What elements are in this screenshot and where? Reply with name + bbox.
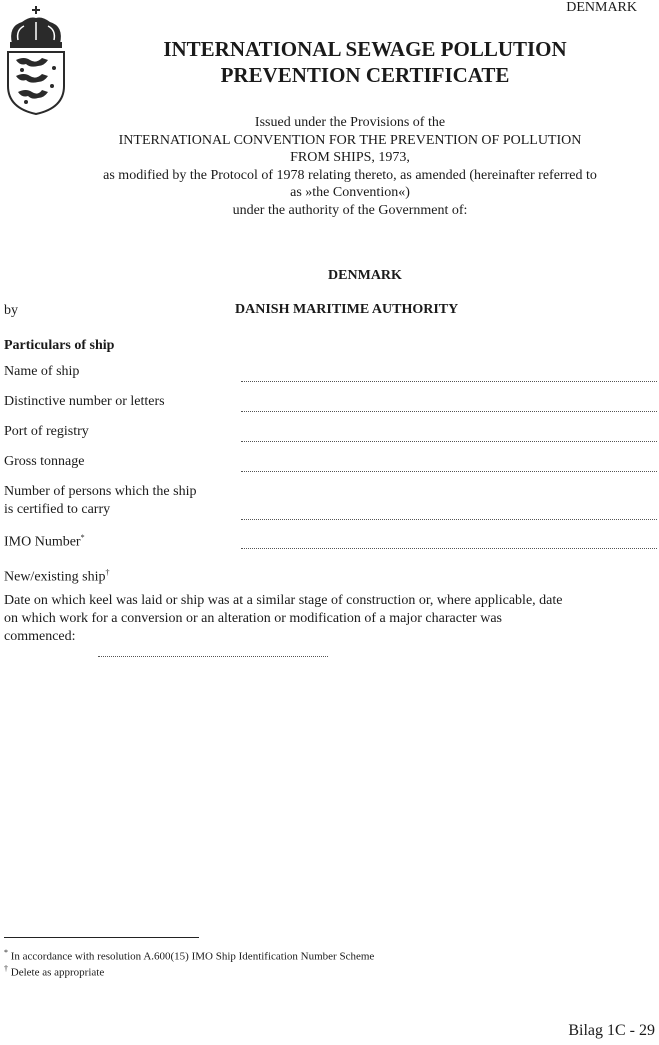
field-label-new-existing xyxy=(4,564,110,587)
persons-label-line-1: Number of persons which the ship xyxy=(4,484,197,499)
issued-line-1: Issued under the Provisions of the xyxy=(254,115,446,130)
footnote-delete xyxy=(4,962,104,980)
issued-line-2: INTERNATIONAL CONVENTION FOR THE PREVENTION OF POLLUTION xyxy=(118,132,582,148)
field-line-persons-certified[interactable] xyxy=(241,519,657,520)
particulars-heading: Particulars of ship xyxy=(4,338,115,353)
footnote-2-mark: † xyxy=(4,964,8,973)
field-line-imo-number[interactable] xyxy=(241,548,657,549)
field-label-port-of-registry: Port of registry xyxy=(4,424,89,439)
footnote-1-text: In accordance with resolution A.600(15) IMO Ship Identification Number Scheme xyxy=(10,950,375,963)
field-label-name-of-ship: Name of ship xyxy=(4,364,80,379)
keel-line-2: on which work for a conversion or an alteration or modification of a major character was xyxy=(4,611,502,626)
field-label-imo-number xyxy=(4,529,85,552)
keel-line-3: commenced: xyxy=(4,629,76,644)
field-line-distinctive-number[interactable] xyxy=(241,411,657,412)
keel-line-1: Date on which keel was laid or ship was at a similar stage of construction or, where applicable, date xyxy=(4,593,563,608)
issued-line-5: as »the Convention«) xyxy=(290,185,410,200)
new-existing-label-text: New/existing ship xyxy=(4,569,106,585)
field-line-name-of-ship[interactable] xyxy=(241,381,657,382)
imo-footnote-mark: * xyxy=(80,533,85,542)
danish-coat-of-arms-icon xyxy=(2,4,70,116)
persons-label-line-2: is certified to carry xyxy=(4,502,111,517)
footnote-1-mark: * xyxy=(4,948,8,957)
imo-label-text: IMO Number xyxy=(4,534,81,550)
title-line-1: INTERNATIONAL SEWAGE POLLUTION xyxy=(163,37,567,61)
footnote-2-text: Delete as appropriate xyxy=(10,966,105,979)
field-label-persons-certified xyxy=(4,483,196,519)
issued-line-4: as modified by the Protocol of 1978 relating thereto, as amended (hereinafter referred to xyxy=(103,167,597,183)
keel-date-field-line[interactable] xyxy=(98,656,328,657)
field-line-port-of-registry[interactable] xyxy=(241,441,657,442)
issued-line-6: under the authority of the Government of: xyxy=(232,202,468,218)
header-country: DENMARK xyxy=(566,0,637,15)
keel-date-paragraph xyxy=(4,592,654,646)
footnote-divider xyxy=(4,937,199,938)
field-line-gross-tonnage[interactable] xyxy=(241,471,657,472)
field-label-distinctive-number: Distinctive number or letters xyxy=(4,394,165,409)
issuing-authority: DANISH MARITIME AUTHORITY xyxy=(235,302,459,317)
page-reference: Bilag 1C - 29 xyxy=(568,1022,655,1039)
issued-under-block xyxy=(40,114,659,219)
government-name: DENMARK xyxy=(328,268,402,283)
field-label-gross-tonnage: Gross tonnage xyxy=(4,454,85,469)
by-label: by xyxy=(4,303,18,318)
new-existing-footnote-mark: † xyxy=(105,568,110,577)
certificate-title xyxy=(70,36,659,88)
title-line-2: PREVENTION CERTIFICATE xyxy=(220,63,510,87)
issued-line-3: FROM SHIPS, 1973, xyxy=(290,150,410,165)
footnote-imo xyxy=(4,946,374,964)
